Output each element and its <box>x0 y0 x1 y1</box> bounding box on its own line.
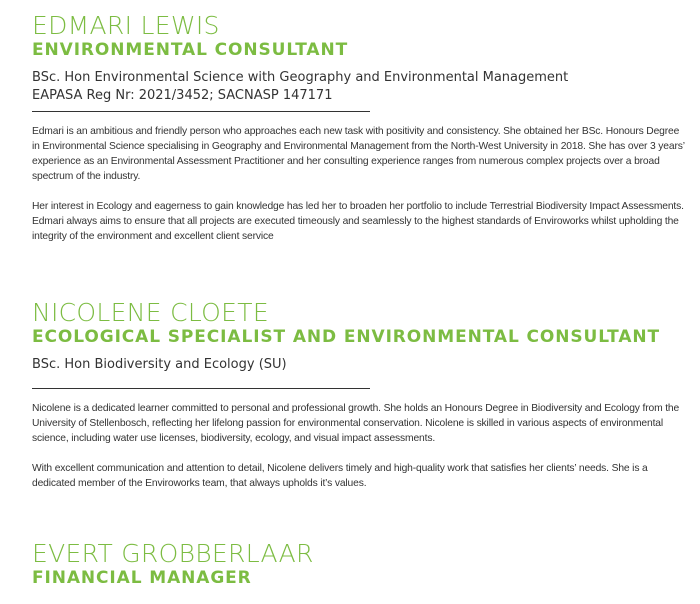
section-divider <box>32 111 370 112</box>
profile-role: ECOLOGICAL SPECIALIST AND ENVIRONMENTAL CONSULTANT <box>32 327 660 347</box>
profile-qualifications <box>32 356 687 374</box>
section-divider <box>32 388 370 389</box>
profile-nicolene-cloete <box>32 299 687 491</box>
profile-name: NICOLENE CLOETE <box>32 298 269 327</box>
profile-evert-grobberlaar <box>32 540 687 588</box>
qualification-line: BSc. Hon Biodiversity and Ecology (SU) <box>32 357 287 372</box>
profile-paragraph: Edmari is an ambitious and friendly person who approaches each new task with positivity and consistency. She obtained her BSc. Honours Degree in Environmental Science specialising in Geography and Environmental Management from the North-West University in 2018. She has over 3 years’ experience as an Environmental Assessment Practitioner and her consulting experience ranges from numerous complex projects over a broad spectrum of the industry. <box>32 126 685 182</box>
qualification-line: BSc. Hon Environmental Science with Geography and Environmental Management <box>32 70 569 85</box>
profile-paragraph: With excellent communication and attention to detail, Nicolene delivers timely and high-quality work that satisfies her clients’ needs. She is a dedicated member of the Enviroworks team, that always upholds it’s values. <box>32 463 648 489</box>
profile-role: FINANCIAL MANAGER <box>32 568 252 588</box>
qualification-line: EAPASA Reg Nr: 2021/3452; SACNASP 147171 <box>32 88 333 103</box>
profile-name: EVERT GROBBERLAAR <box>32 539 314 568</box>
profile-role: ENVIRONMENTAL CONSULTANT <box>32 40 349 60</box>
profile-paragraph: Nicolene is a dedicated learner committed to personal and professional growth. She holds an Honours Degree in Biodiversity and Ecology from the University of Stellenbosch, reflecting her lifelong passion for environmental conservation. Nicolene is skilled in various aspects of environmental science, including water use licenses, biodiversity, ecology, and visual impact assessments. <box>32 403 680 444</box>
profile-paragraph: Her interest in Ecology and eagerness to gain knowledge has led her to broaden her portfolio to include Terrestrial Biodiversity Impact Assessments. Edmari always aims to ensure that all projects are executed timeously and seamlessly to the highest standards of Enviroworks whilst upholding the integrity of the environment and excellent client service <box>32 201 684 242</box>
profile-edmari-lewis <box>32 12 687 244</box>
profile-name: EDMARI LEWIS <box>32 11 220 40</box>
profile-qualifications <box>32 69 687 105</box>
